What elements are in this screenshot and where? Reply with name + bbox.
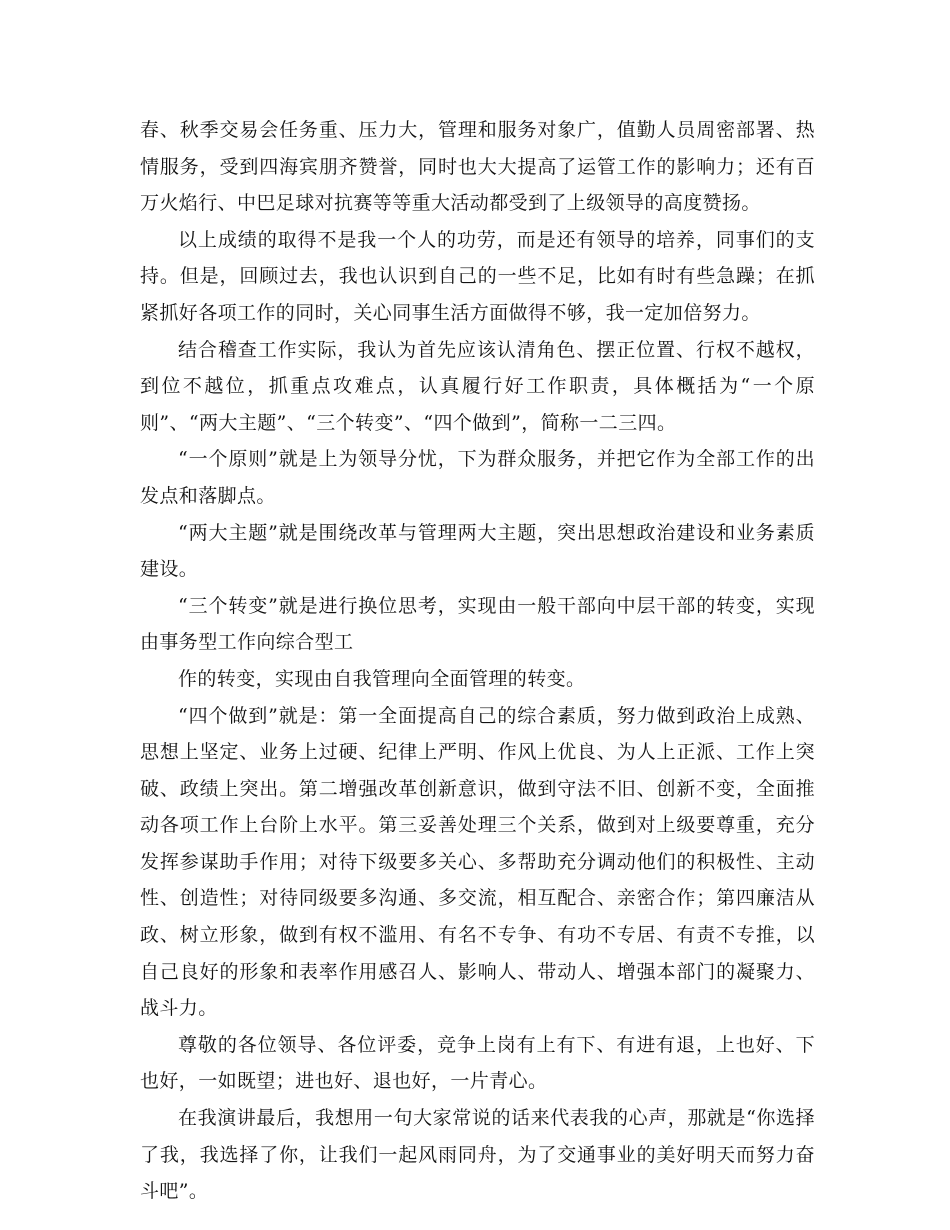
paragraph-work-plan: 结合稽查工作实际，我认为首先应该认清角色、摆正位置、行权不越权，到位不越位，抓重点攻难点，认真履行好工作职责，具体概括为“一个原则”、“两大主题”、“三个转变”、“四个做到”，简称一二三四。: [140, 338, 815, 434]
document-body: [140, 112, 815, 1210]
paragraph-achievements: 以上成绩的取得不是我一个人的功劳，而是还有领导的培养，同事们的支持。但是，回顾过去，我也认识到自己的一些不足，比如有时有些急躁；在抓紧抓好各项工作的同时，关心同事生活方面做得不够，我一定加倍努力。: [140, 228, 815, 324]
paragraph-three-changes-cont: 作的转变，实现由自我管理向全面管理的转变。: [178, 667, 586, 690]
paragraph-two-themes: “两大主题”就是围绕改革与管理两大主题，突出思想政治建设和业务素质建设。: [140, 521, 815, 581]
paragraph-four-achievements: “四个做到”就是：第一全面提高自己的综合素质，努力做到政治上成熟、思想上坚定、业务上过硬、纪律上严明、作风上优良、为人上正派、工作上突破、政绩上突出。第二增强改革创新意识，做到守法不旧、创新不变，全面推动各项工作上台阶上水平。第三妥善处理三个关系，做到对上级要尊重，充分发挥参谋助手作用；对待下级要多关心、多帮助充分调动他们的积极性、主动性、创造性；对待同级要多沟通、多交流，相互配合、亲密合作；第四廉洁从政、树立形象，做到有权不滥用、有名不专争、有功不专居、有责不专推，以自己良好的形象和表率作用感召人、影响人、带动人、增强本部门的凝聚力、战斗力。: [140, 704, 815, 1020]
paragraph-continuation: 春、秋季交易会任务重、压力大，管理和服务对象广，值勤人员周密部署、热情服务，受到四海宾朋齐赞誉，同时也大大提高了运管工作的影响力；还有百万火焰行、中巴足球对抗赛等等重大活动都受到了上级领导的高度赞扬。: [140, 119, 815, 215]
paragraph-closing: 在我演讲最后，我想用一句大家常说的话来代表我的心声，那就是“你选择了我，我选择了你，让我们一起风雨同舟，为了交通事业的美好明天而努力奋斗吧”。: [140, 1107, 815, 1203]
paragraph-one-principle: “一个原则”就是上为领导分忧，下为群众服务，并把它作为全部工作的出发点和落脚点。: [140, 448, 815, 507]
paragraph-three-changes: “三个转变”就是进行换位思考，实现由一般干部向中层干部的转变，实现由事务型工作向综合型工: [140, 594, 815, 654]
paragraph-address-judges: 尊敬的各位领导、各位评委，竞争上岗有上有下、有进有退，上也好、下也好，一如既望；进也好、退也好，一片青心。: [140, 1033, 815, 1093]
